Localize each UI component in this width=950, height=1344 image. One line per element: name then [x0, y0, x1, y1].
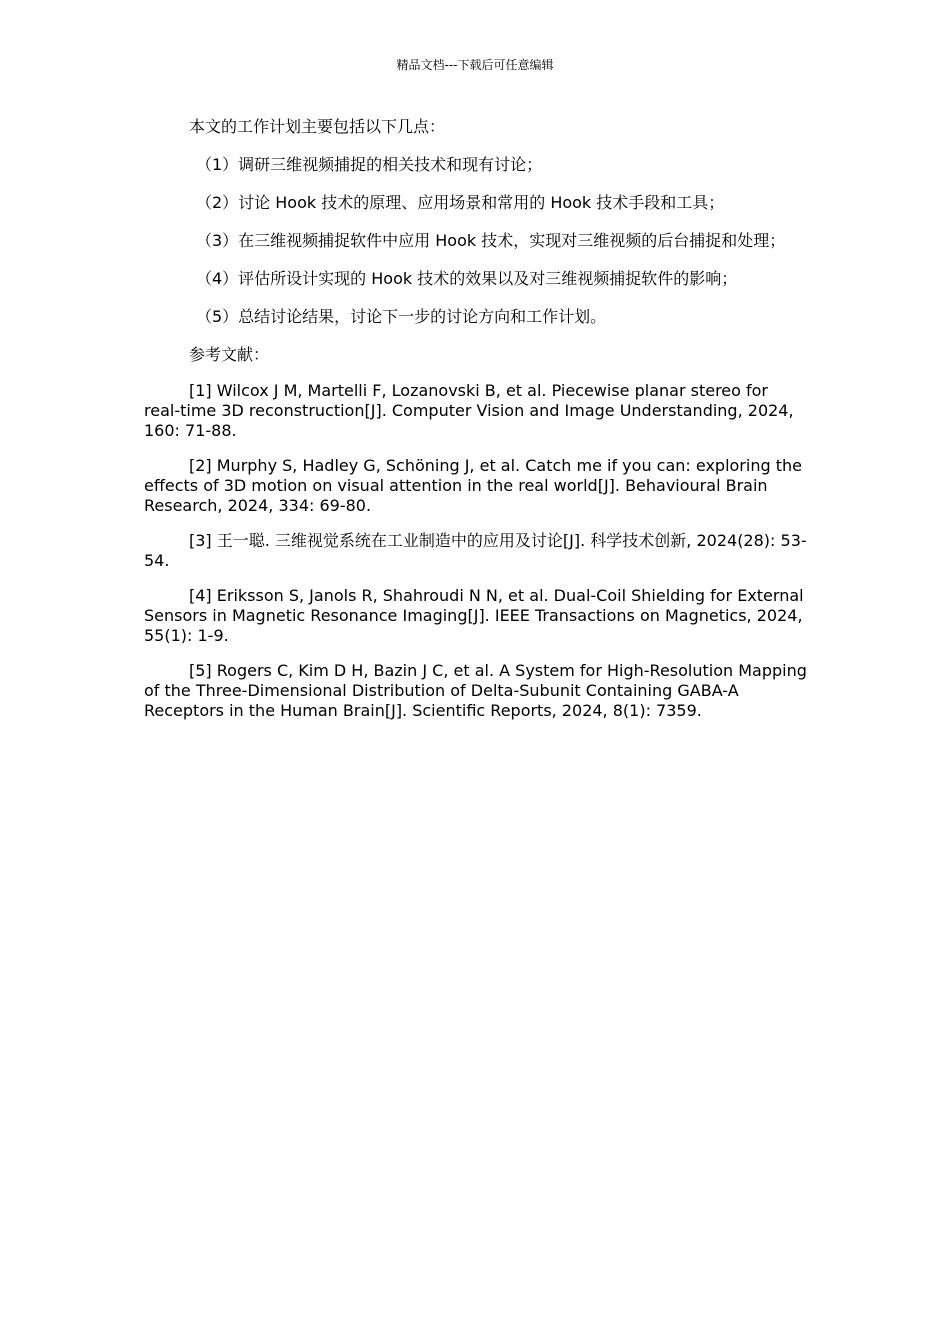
- work-plan-item-5: （5）总结讨论结果，讨论下一步的讨论方向和工作计划。: [196, 307, 607, 326]
- work-plan-intro: 本文的工作计划主要包括以下几点：: [189, 117, 446, 136]
- work-plan-item-3: （3）在三维视频捕捉软件中应用 Hook 技术，实现对三维视频的后台捕捉和处理；: [196, 231, 786, 250]
- document-body: [144, 117, 809, 736]
- reference-3: [3] 王一聪. 三维视觉系统在工业制造中的应用及讨论[J]. 科学技术创新, 2024(28): 53-54.: [144, 531, 807, 570]
- references-heading: 参考文献：: [189, 345, 270, 364]
- page-header: 精品文档---下载后可任意编辑: [396, 58, 554, 72]
- work-plan-item-1: （1）调研三维视频捕捉的相关技术和现有讨论；: [196, 155, 543, 174]
- work-plan-item-4: （4）评估所设计实现的 Hook 技术的效果以及对三维视频捕捉软件的影响；: [196, 269, 738, 288]
- reference-5: [5] Rogers C, Kim D H, Bazin J C, et al. A System for High-Resolution Mapping of the Three-Dimensional Distribution of Delta-Subunit Containing GABA-A Receptors in the Human Brain[J]. Scientific Reports, 2024, 8(1): 7359.: [144, 661, 807, 720]
- reference-4: [4] Eriksson S, Janols R, Shahroudi N N, et al. Dual-Coil Shielding for External Sensors in Magnetic Resonance Imaging[J]. IEEE Transactions on Magnetics, 2024, 55(1): 1-9.: [144, 586, 804, 645]
- reference-2: [2] Murphy S, Hadley G, Schöning J, et al. Catch me if you can: exploring the effects of 3D motion on visual attention in the real world[J]. Behavioural Brain Research, 2024, 334: 69-80.: [144, 456, 802, 515]
- reference-1: [1] Wilcox J M, Martelli F, Lozanovski B, et al. Piecewise planar stereo for real-time 3D reconstruction[J]. Computer Vision and Image Understanding, 2024, 160: 71-88.: [144, 381, 794, 440]
- work-plan-item-2: （2）讨论 Hook 技术的原理、应用场景和常用的 Hook 技术手段和工具；: [196, 193, 725, 212]
